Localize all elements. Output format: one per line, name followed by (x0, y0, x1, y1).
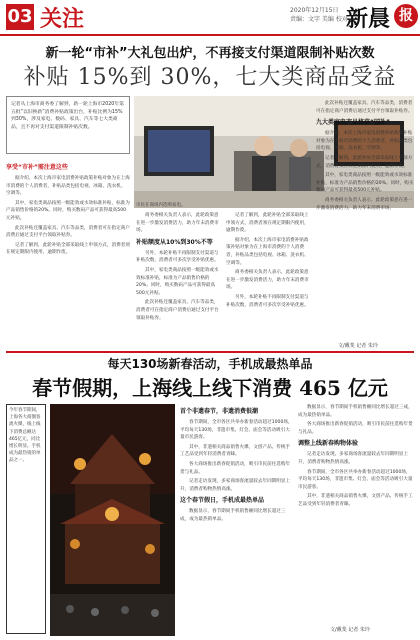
story2-paragraph: 记者走访发现，多家商场客流量较去年同期明显上升，消费者购物热情高涨。 (180, 479, 291, 492)
story2-subhead-3: 调整上线新春购物体验 (298, 440, 359, 448)
masthead-meta (290, 6, 348, 24)
story1-paragraph: 其中，家电类商品按照一级能效或水效标准补贴，标准为产品销售价格的20%。同时，购买数码产品可获得最高500元补贴。 (136, 267, 219, 296)
story2-kicker: 每天130场新春活动，手机成最热单品 (107, 357, 313, 371)
logo-circle: 报 (394, 4, 418, 28)
newspaper-logo: 新晨 (345, 6, 390, 32)
date-line: 2020年12月15日 (290, 7, 339, 14)
story1-headline: 补贴 15%到 30%，七大类商品受益 (23, 65, 397, 90)
story2-paragraph: 春节期间，全市各区共举办新春活动超过1000场，平均每天130场，非遗市集、灯会、庙会等活动吸引大量市民游客。 (298, 469, 413, 490)
story2-photo (50, 404, 175, 636)
story1-column-3 (226, 212, 312, 340)
story2-paragraph: 其中，非遗相关商品销售火爆，文创产品、传统手工艺品受到年轻消费者青睐。 (180, 444, 291, 458)
story2-paragraph: 春节期间，全市各区共举办新春活动超过1000场，平均每天130场，非遗市集、灯会、庙会等活动吸引大量市民游客。 (180, 420, 293, 441)
story1-kicker: 新一轮“市补”大礼包出炉，不再接支付渠道限制补贴次数 (45, 46, 375, 61)
story2-paragraph: 记者走访发现，多家商场客流量较去年同期明显上升，消费者购物热情高涨。 (298, 452, 409, 465)
story1-byline: 文/戴斐 记者 朱玲 (338, 343, 378, 349)
story1-paragraph: 商务委相关负责人表示，此轮政策意在进一步激发消费活力，助力年末消费市场。 (136, 213, 219, 234)
story2-paragraph: 各大商场推出新春促销活动，吸引市民前往选购年货与礼品。 (298, 422, 413, 435)
section-divider (6, 351, 414, 353)
story1-paragraph: 据介绍，本次上海市家电消费补贴政策补贴对象为在上海市消费的个人消费者，补贴品类包括电视、冰箱、洗衣机、空调等。 (226, 237, 309, 266)
story1-paragraph: 另外，本轮补贴不再限制支付渠道与补贴次数，消费者可多次享受补贴优惠。 (226, 294, 309, 308)
section-number: 03 (6, 4, 34, 30)
story1-paragraph: 另外，本轮补贴不再限制支付渠道与补贴次数，消费者可多次享受补贴优惠。 (136, 250, 219, 264)
story2-subhead-2: 这个春节假日，手机成最热单品 (180, 497, 265, 505)
story1-paragraph: 据介绍，本次上海市家电消费补贴政策补贴对象为在上海市消费的个人消费者，补贴品类包括电视、冰箱、洗衣机、空调等。 (316, 131, 413, 152)
story1-paragraph: 此次补贴还覆盖家具、汽车等品类，消费者可在指定商户消费后通过支付平台领取补贴券。 (316, 101, 413, 114)
editor-line: 责编：文字 美编 校对 (290, 16, 348, 23)
story2-subhead-1: 首个非遗春节，非遗消费很潮 (180, 408, 259, 415)
story1-paragraph: 记者了解到，此轮补贴全部采取线上申领方式，消费者须在规定期限内使用，逾期作废。 (226, 213, 309, 234)
story2-paragraph: 数据显示，春节期间手机销售额同比增长超过三成，成为最热销单品。 (298, 405, 413, 418)
story1-paragraph: 其中，家电类商品按照一级能效或水效标准补贴，标准为产品销售价格的20%。同时，购买数码产品可获得最高500元补贴。 (316, 173, 414, 194)
story1-column-4 (316, 100, 414, 340)
story2-headline: 春节假期，上海线上线下消费 465 亿元 (32, 376, 388, 400)
story2-paragraph: 其中，非遗相关商品销售火爆，文创产品、传统手工艺品受到年轻消费者青睐。 (298, 494, 413, 507)
story1-paragraph: 商务委相关负责人表示，此轮政策意在进一步激发消费活力，助力年末消费市场。 (226, 270, 309, 291)
story1-column-1 (6, 160, 130, 352)
story1-paragraph: 其中，家电类商品按照一级能效或水效标准补贴，标准为产品销售价格的20%。同时，购买数码产品可获得最高500元补贴。 (6, 200, 130, 221)
story1-column-2 (136, 212, 222, 352)
masthead (0, 0, 420, 36)
story1-paragraph: 此次补贴还覆盖家具、汽车等品类，消费者可在指定商户消费后通过支付平台领取补贴券。 (6, 225, 130, 239)
story2-byline: 文/戴斐 记者 朱玲 (330, 627, 370, 633)
story1-subhead-3: 九大类家电产品将获“国补” (316, 119, 390, 127)
story1-subhead-2: 补贴额度从10%到30%不等 (136, 238, 213, 246)
story1-paragraph: 此次补贴还覆盖家具、汽车等品类，消费者可在指定商户消费后通过支付平台领取补贴券。 (136, 300, 219, 321)
story2-paragraph: 各大商场推出新春促销活动，吸引市民前往选购年货与礼品。 (180, 461, 291, 475)
story2-paragraph: 数据显示，春节期间手机销售额同比增长超过三成，成为最热销单品。 (180, 509, 286, 522)
story1-subhead-1: 享受“市补”需注意这些 (6, 164, 68, 171)
story2-lead-strip: 今年春节期间，上海各大商圈客流火爆，线上线下消费总额达465亿元，同比增长明显。手机成为最热销的单品之一。 (6, 404, 46, 634)
story1-paragraph: 记者了解到，此轮补贴全部采取线上申领方式，消费者须在规定期限内使用，逾期作废。 (316, 155, 413, 169)
story1-paragraph: 记者了解到，此轮补贴全部采取线上申领方式，消费者须在规定期限内使用，逾期作废。 (6, 242, 130, 256)
story1-paragraph: 据介绍，本次上海市家电消费补贴政策补贴对象为在上海市消费的个人消费者，补贴品类包括电视、冰箱、洗衣机、空调等。 (6, 176, 130, 197)
story1-lead: 记者从上海市商务委了解到，新一轮上海市2020年第五批“以旧换新”消费补贴政策出台，补贴比例为15%到30%，涉及家电、数码、家具、汽车等七大类商品，且不再对支付渠道限制补贴次数。 (6, 96, 130, 154)
story2-column-2 (298, 404, 414, 624)
story1-paragraph: 商务委相关负责人表示，此轮政策意在进一步激发消费活力，助力年末消费市场。 (316, 197, 413, 211)
story1-photo-caption: 市民在商场内选购家电。 (136, 203, 186, 208)
section-name: 关注 (40, 6, 85, 32)
story2-column-1 (180, 404, 294, 632)
